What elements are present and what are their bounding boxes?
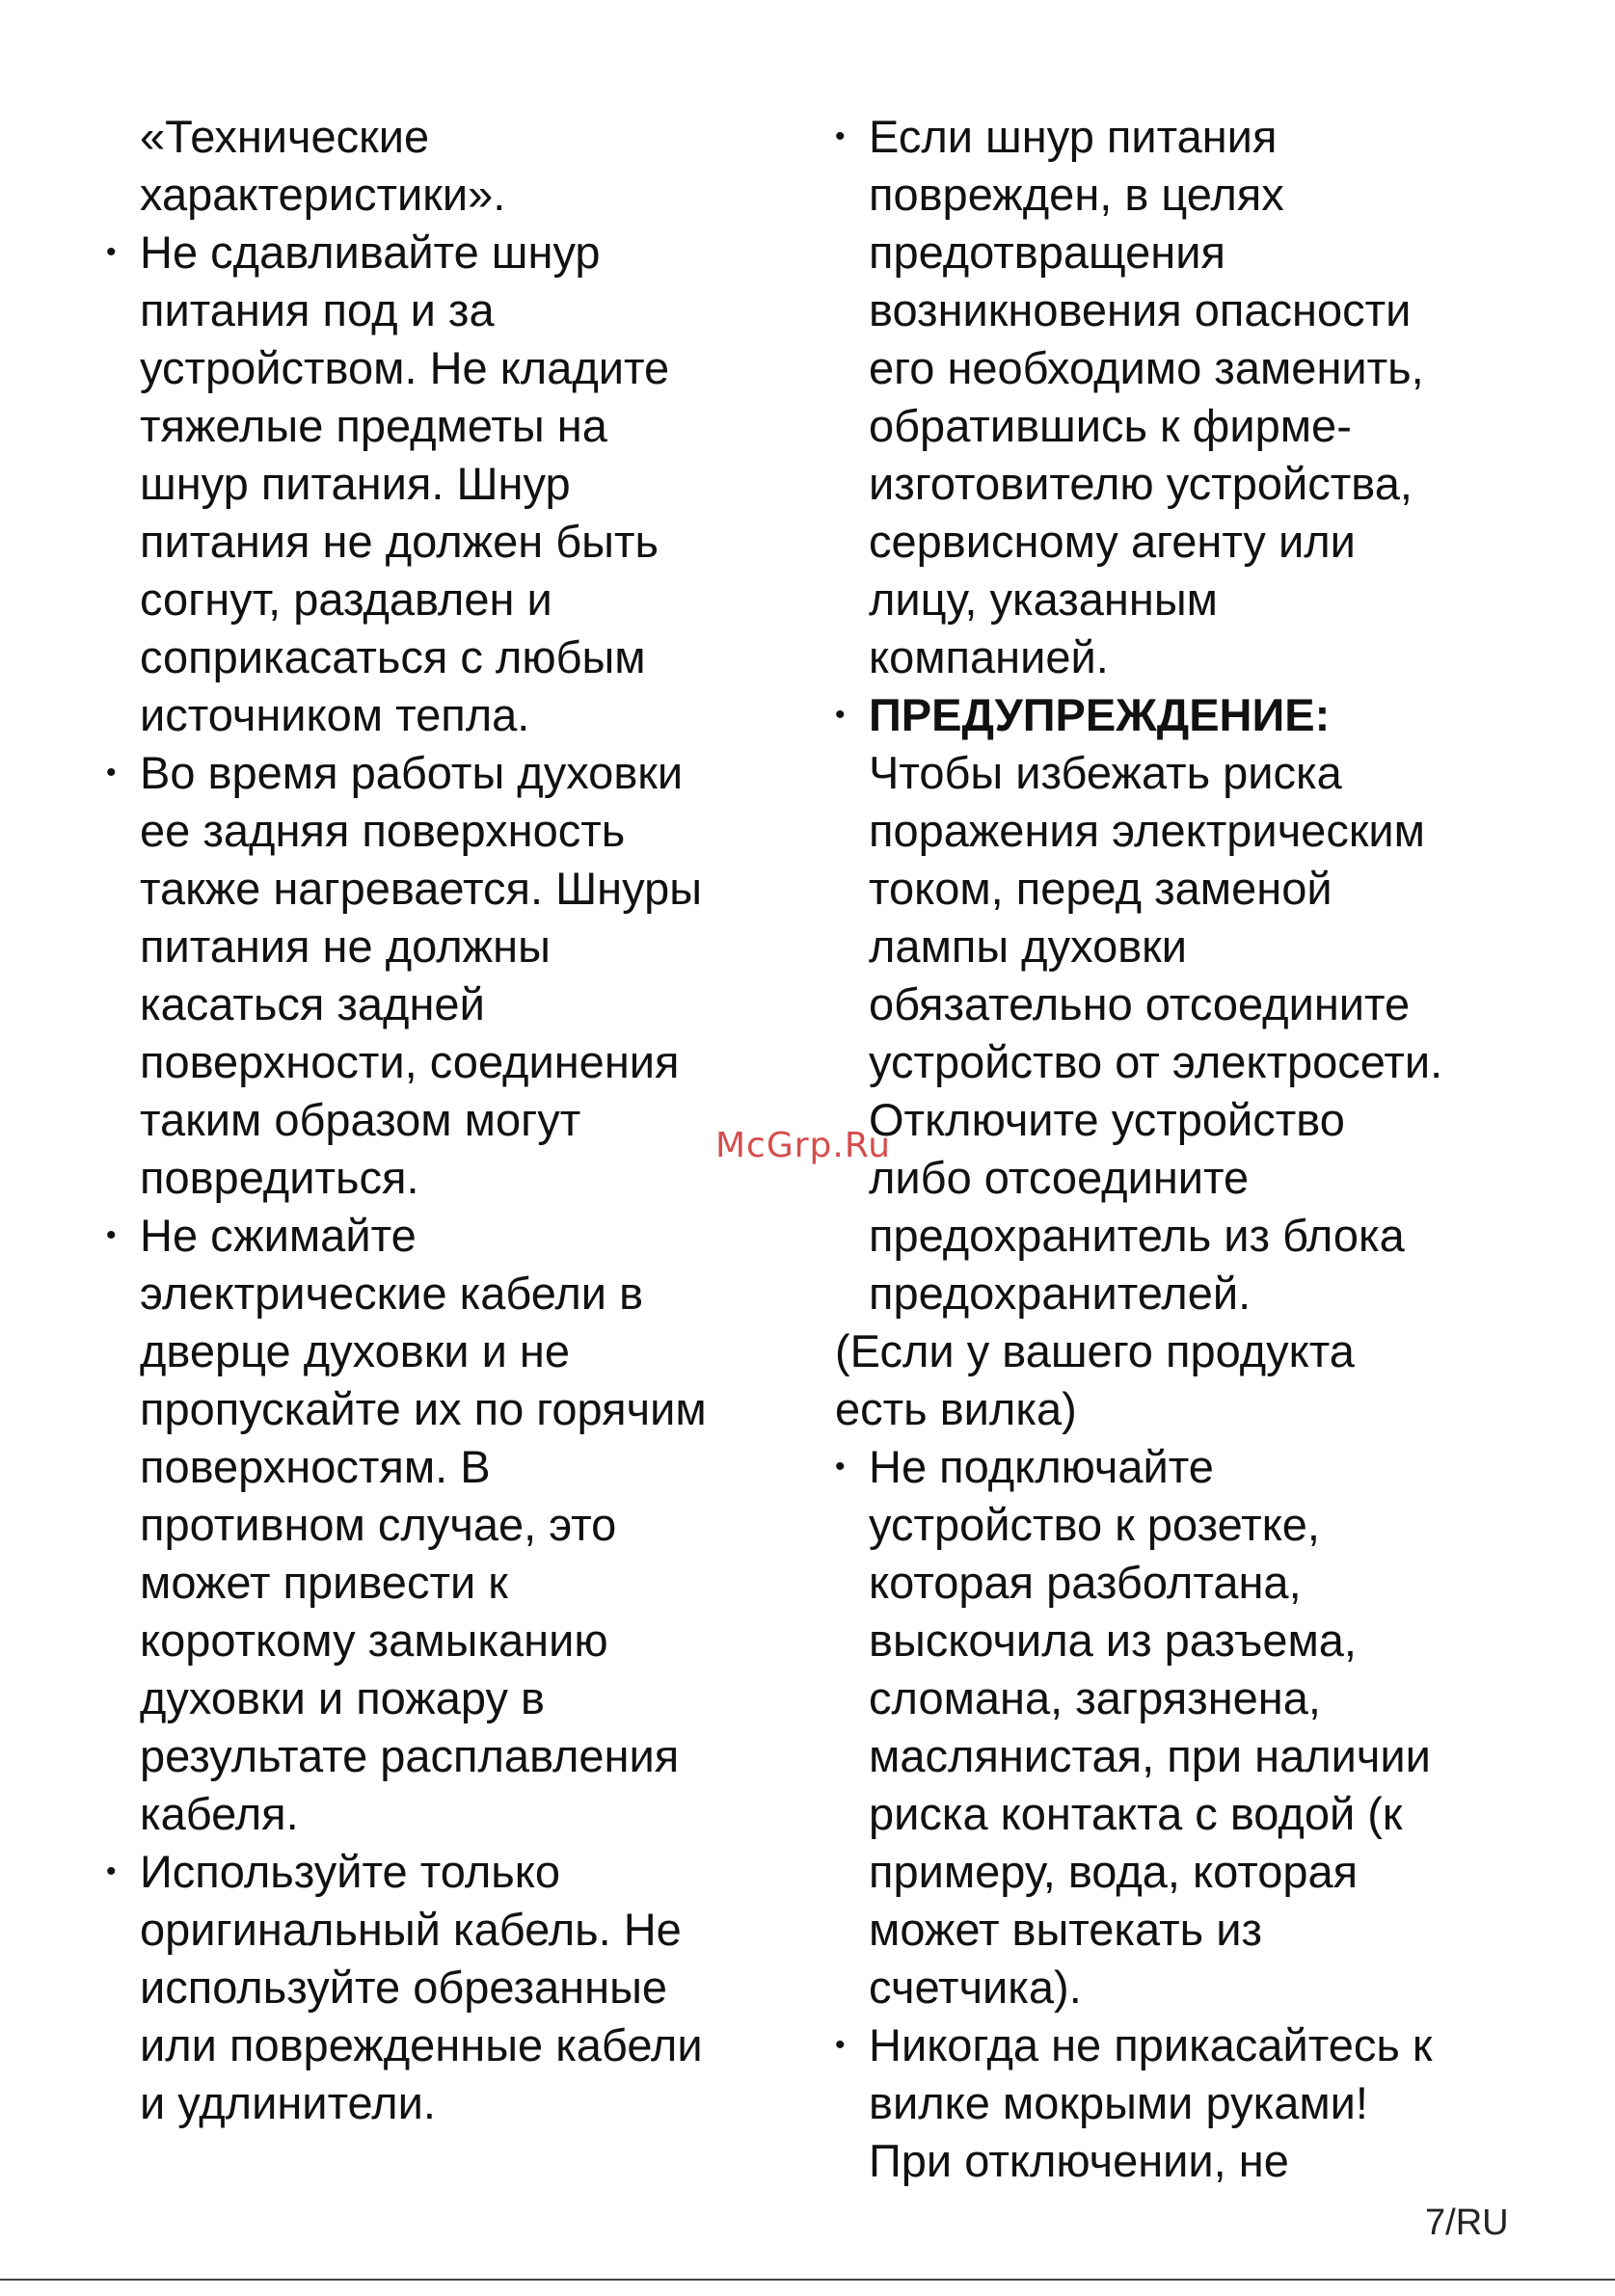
text-line: выскочила из разъема, [869, 1615, 1357, 1666]
text-line: предохранителей. [869, 1268, 1252, 1319]
text-line: Если шнур питания [869, 111, 1278, 162]
text-line: Никогда не прикасайтесь к [869, 2019, 1433, 2070]
text-line: также нагревается. Шнуры [140, 863, 703, 914]
text-line: Не сжимайте [140, 1210, 417, 1261]
left-column [106, 108, 800, 2132]
text-line: поверхности, соединения [140, 1036, 680, 1087]
text-line: тяжелые предметы на [140, 400, 607, 451]
text-line: поражения электрическим [869, 805, 1425, 856]
text-line: вилке мокрыми руками! [869, 2077, 1368, 2128]
bullet-icon: • [106, 1219, 117, 1251]
text-line: питания не должны [140, 921, 551, 972]
text-line: может вытекать из [869, 1904, 1262, 1955]
text-line: устройством. Не кладите [140, 342, 670, 393]
text-line: противном случае, это [140, 1499, 617, 1550]
text-line: или поврежденные кабели [140, 2019, 703, 2070]
text-line: предохранитель из блока [869, 1210, 1405, 1261]
watermark: McGrp.Ru [715, 1126, 892, 1165]
text-line: соприкасаться с любым [140, 631, 646, 682]
text-line: компанией. [869, 631, 1109, 682]
text-line: сервисному агенту или [869, 516, 1356, 567]
text-line: результате расплавления [140, 1730, 680, 1781]
text-line: повредиться. [140, 1152, 419, 1203]
bullet-item-oven-back-surface [106, 744, 800, 1207]
text-line: изготовителю устройства, [869, 458, 1413, 509]
text-line: шнур питания. Шнур [140, 458, 571, 509]
text-line: используйте обрезанные [140, 1962, 668, 2013]
text-line: При отключении, не [869, 2135, 1289, 2186]
text-line: счетчика). [869, 1962, 1082, 2013]
text-line: духовки и пожару в [140, 1672, 545, 1723]
text-line: устройство к розетке, [869, 1499, 1320, 1550]
text-line: примеру, вода, которая [869, 1846, 1359, 1897]
bullet-item-cord-crushing [106, 224, 800, 744]
bullet-item-wet-hands [835, 2016, 1529, 2190]
text-line: Не сдавливайте шнур [140, 227, 601, 278]
text-line: лицу, указанным [869, 574, 1218, 625]
continuation-text [106, 108, 800, 224]
bullet-icon: • [835, 120, 846, 152]
bullet-item-original-cable [106, 1843, 800, 2132]
text-line: согнут, раздавлен и [140, 574, 552, 625]
text-line: касаться задней [140, 978, 485, 1029]
text-line: поверхностям. В [140, 1441, 491, 1492]
bullet-item-socket-condition [835, 1438, 1529, 2016]
text-line: маслянистая, при наличии [869, 1730, 1431, 1781]
text-line: короткому замыканию [140, 1615, 608, 1666]
text-line: обратившись к фирме- [869, 400, 1352, 451]
text-line: риска контакта с водой (к [869, 1788, 1403, 1839]
text-line: источником тепла. [140, 689, 530, 740]
bullet-icon: • [106, 236, 117, 268]
text-line: либо отсоедините [869, 1152, 1250, 1203]
text-line: предотвращения [869, 227, 1225, 278]
text-line: Используйте только [140, 1846, 560, 1897]
text-line: обязательно отсоедините [869, 978, 1411, 1029]
text-line: устройство от электросети. [869, 1036, 1443, 1087]
text-line: «Технические [140, 111, 430, 162]
bullet-icon: • [106, 757, 117, 788]
bullet-icon: • [106, 1855, 117, 1887]
text-line: есть вилка) [835, 1383, 1077, 1434]
text-line: может привести к [140, 1557, 508, 1608]
warning-heading: ПРЕДУПРЕЖДЕНИЕ: [869, 689, 1331, 740]
text-line: сломана, загрязнена, [869, 1672, 1321, 1723]
text-line: и удлинители. [140, 2077, 436, 2128]
page-number: 7/RU [1425, 2203, 1509, 2243]
bullet-icon: • [835, 2029, 846, 2061]
text-line: возникновения опасности [869, 284, 1412, 335]
bullet-item-door-cables [106, 1207, 800, 1843]
text-line: (Если у вашего продукта [835, 1325, 1355, 1376]
text-line: кабеля. [140, 1788, 299, 1839]
bottom-divider [0, 2279, 1615, 2281]
text-line: Не подключайте [869, 1441, 1214, 1492]
text-line: лампы духовки [869, 921, 1187, 972]
text-line: Отключите устройство [869, 1094, 1345, 1145]
bullet-item-damaged-cord [835, 108, 1529, 686]
text-line: током, перед заменой [869, 863, 1332, 914]
text-line: поврежден, в целях [869, 169, 1284, 220]
text-line: Чтобы избежать риска [869, 747, 1342, 798]
text-line: которая разболтана, [869, 1557, 1302, 1608]
text-line: таким образом могут [140, 1094, 581, 1145]
bullet-icon: • [835, 1451, 846, 1482]
text-line: его необходимо заменить, [869, 342, 1424, 393]
text-line: характеристики». [140, 169, 506, 220]
text-line: оригинальный кабель. Не [140, 1904, 682, 1955]
text-line: пропускайте их по горячим [140, 1383, 707, 1434]
plug-note [835, 1322, 1529, 1438]
text-line: ее задняя поверхность [140, 805, 626, 856]
bullet-icon: • [835, 699, 846, 731]
text-line: питания под и за [140, 284, 495, 335]
text-line: электрические кабели в [140, 1268, 644, 1319]
text-line: питания не должен быть [140, 516, 659, 567]
text-line: Во время работы духовки [140, 747, 684, 798]
right-column [835, 108, 1529, 2190]
text-line: дверце духовки и не [140, 1325, 571, 1376]
bullet-item-warning [835, 686, 1529, 1322]
